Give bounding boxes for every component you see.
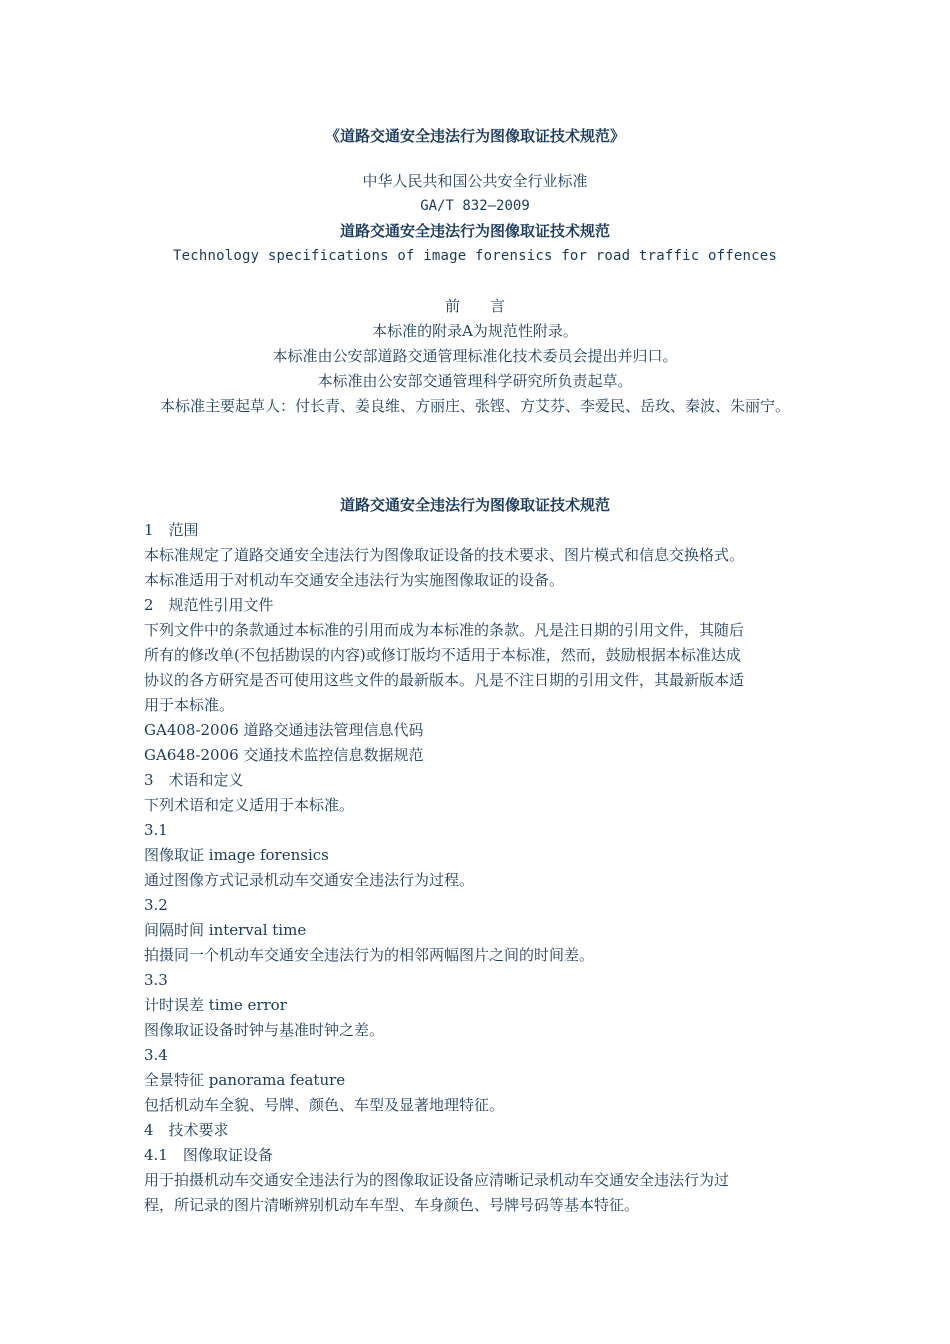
paragraph-line: 用于本标准。 [144,696,235,714]
clause-number: 3.1 [144,821,168,839]
paragraph-line: 下列文件中的条款通过本标准的引用而成为本标准的条款。凡是注日期的引用文件，其随后 [144,621,745,639]
paragraph-line: 下列术语和定义适用于本标准。 [144,796,355,814]
section-heading: 4 技术要求 [144,1121,229,1139]
definition-line: 通过图像方式记录机动车交通安全违法行为过程。 [144,871,475,889]
paragraph-line: 用于拍摄机动车交通安全违法行为的图像取证设备应清晰记录机动车交通安全违法行为过 [144,1171,730,1189]
foreword-line: 本标准主要起草人：付长青、姜良维、方丽庄、张铿、方艾芬、李爱民、岳玫、秦波、朱丽宁。 [159,397,790,415]
section-heading: 1 范围 [144,521,199,539]
paragraph-line: 所有的修改单(不包括勘误的内容)或修订版均不适用于本标准，然而，鼓励根据本标准达成 [144,646,741,664]
paragraph-line: 本标准规定了道路交通安全违法行为图像取证设备的技术要求、图片模式和信息交换格式。 [144,546,745,564]
definition-line: 包括机动车全貌、号牌、颜色、车型及显著地理特征。 [144,1096,505,1114]
term-line: 计时误差 time error [144,996,287,1014]
clause-number: 3.3 [144,971,168,989]
body-title: 道路交通安全违法行为图像取证技术规范 [339,496,610,514]
standard-name-english: Technology specifications of image forensics for road traffic offences [172,248,777,264]
reference-item: GA648-2006 交通技术监控信息数据规范 [144,746,424,764]
section-heading: 3 术语和定义 [144,771,244,789]
standard-number: GA/T 832—2009 [420,198,530,214]
definition-line: 图像取证设备时钟与基准时钟之差。 [144,1021,385,1039]
clause-number: 3.4 [144,1046,168,1064]
foreword-line: 本标准的附录A为规范性附录。 [372,322,578,340]
definition-line: 拍摄同一个机动车交通安全违法行为的相邻两幅图片之间的时间差。 [144,946,595,964]
foreword-line: 本标准由公安部道路交通管理标准化技术委员会提出并归口。 [272,347,678,365]
paragraph-line: 程，所记录的图片清晰辨别机动车车型、车身颜色、号牌号码等基本特征。 [144,1196,640,1214]
section-heading: 2 规范性引用文件 [144,596,274,614]
issuer-line: 中华人民共和国公共安全行业标准 [362,172,588,190]
foreword-line: 本标准由公安部交通管理科学研究所负责起草。 [317,372,633,390]
subsection-heading: 4.1 图像取证设备 [144,1146,273,1164]
standard-name: 道路交通安全违法行为图像取证技术规范 [339,222,610,240]
document-title: 《道路交通安全违法行为图像取证技术规范》 [324,127,625,145]
term-line: 全景特征 panorama feature [144,1071,346,1089]
term-line: 图像取证 image forensics [144,846,329,864]
term-line: 间隔时间 interval time [144,921,307,939]
foreword-heading: 前 言 [444,297,505,315]
reference-item: GA408-2006 道路交通违法管理信息代码 [144,721,424,739]
paragraph-line: 协议的各方研究是否可使用这些文件的最新版本。凡是不注日期的引用文件，其最新版本适 [144,671,745,689]
clause-number: 3.2 [144,896,168,914]
paragraph-line: 本标准适用于对机动车交通安全违法行为实施图像取证的设备。 [144,571,565,589]
